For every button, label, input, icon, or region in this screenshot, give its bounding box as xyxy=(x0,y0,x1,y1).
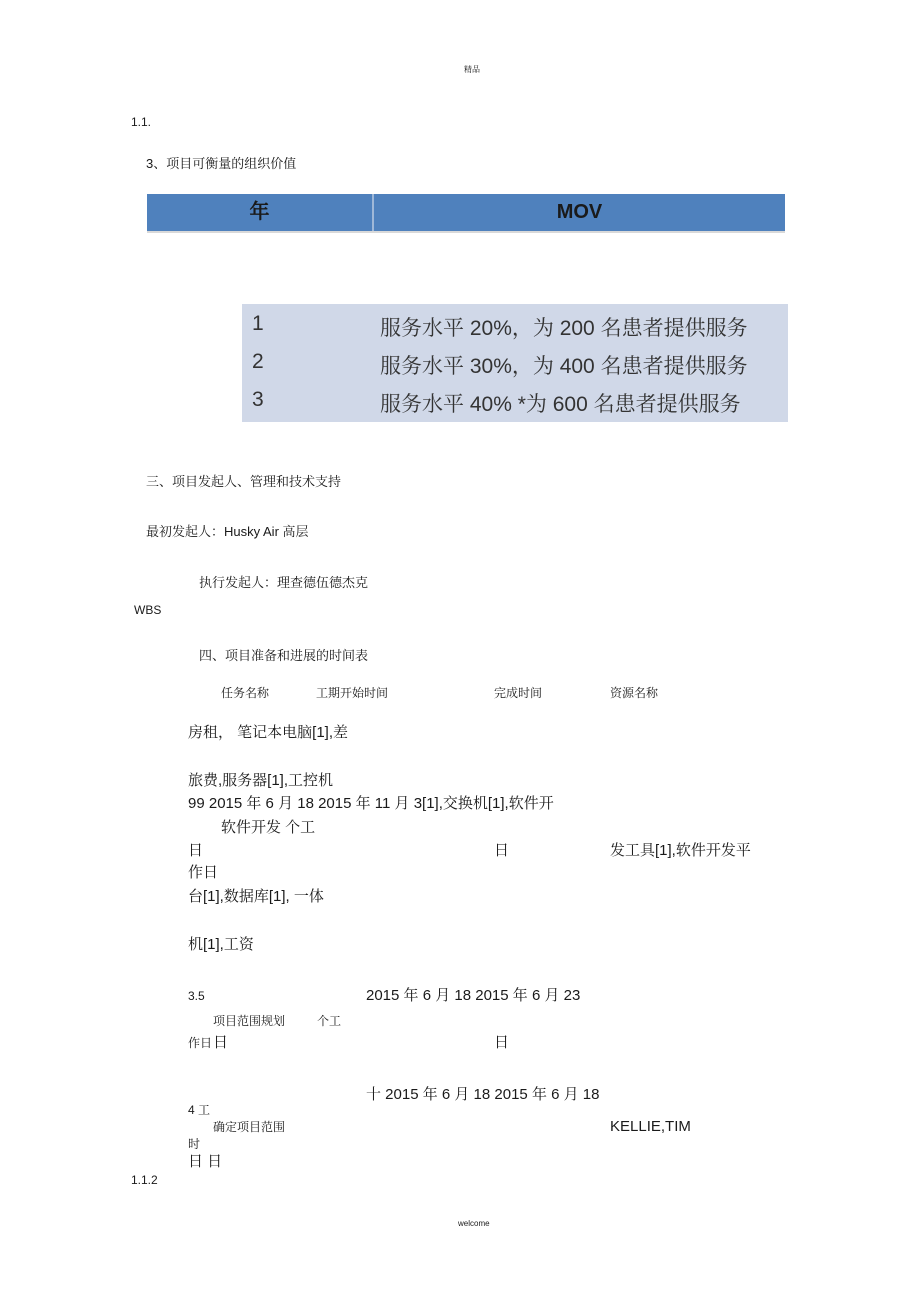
initial-sponsor: 最初发起人：Husky Air 高层 xyxy=(146,524,309,539)
task1-line: 台[1],数据库[1], 一体 xyxy=(188,888,324,905)
task3-days: 日 日 xyxy=(188,1153,223,1170)
col-task-name: 任务名称 xyxy=(221,686,270,700)
task1-line: 旅费,服务器[1],工控机 xyxy=(188,772,334,789)
task2-unit2: 作日 xyxy=(188,1036,213,1050)
section-number-1-1-2: 1.1.2 xyxy=(131,1173,158,1187)
mov-table-header xyxy=(147,194,785,233)
task2-dates: 2015 年 6 月 18 2015 年 6 月 23 xyxy=(366,987,581,1004)
task3-unit: 时 xyxy=(188,1137,201,1151)
task2-name: 项目范围规划 xyxy=(213,1014,286,1028)
task3-dates: 十 2015 年 6 月 18 2015 年 6 月 18 xyxy=(366,1086,600,1103)
mov-row-value: 服务水平 20%，为 200 名患者提供服务 xyxy=(380,317,748,340)
task1-line: 99 2015 年 6 月 18 2015 年 11 月 3[1],交换机[1],软件开 xyxy=(188,795,554,812)
mov-row xyxy=(242,304,788,342)
mov-row-year: 3 xyxy=(252,388,264,411)
mov-row-value: 服务水平 40% *为 600 名患者提供服务 xyxy=(380,393,741,416)
col-finish-time: 完成时间 xyxy=(494,686,543,700)
task1-line: 软件开发 个工 xyxy=(221,819,316,836)
task2-finish-day: 日 xyxy=(494,1034,510,1051)
task3-resource: KELLIE,TIM xyxy=(610,1118,691,1135)
footer-note: welcome xyxy=(458,1219,490,1228)
task1-line: 房租， 笔记本电脑[1],差 xyxy=(188,724,349,741)
mov-table-body xyxy=(242,304,788,422)
col-resource-name: 资源名称 xyxy=(610,686,659,700)
mov-row-year: 2 xyxy=(252,350,264,373)
mov-row-value: 服务水平 30%，为 400 名患者提供服务 xyxy=(380,355,748,378)
task1-line: 作日 xyxy=(188,864,219,881)
mov-heading: 3、项目可衡量的组织价值 xyxy=(146,156,297,171)
task1-resource-line: 发工具[1],软件开发平 xyxy=(610,842,751,859)
task2-start-day: 日 xyxy=(213,1034,229,1051)
schedule-heading: 四、项目准备和进展的时间表 xyxy=(199,648,369,663)
sponsors-heading: 三、项目发起人、管理和技术支持 xyxy=(146,474,342,489)
task1-finish-day: 日 xyxy=(494,842,510,859)
task2-duration: 3.5 xyxy=(188,989,205,1003)
mov-col-mov: MOV xyxy=(556,201,603,223)
mov-col-year: 年 xyxy=(249,201,270,223)
executive-sponsor: 执行发起人：理查德伍德杰克 xyxy=(199,575,369,590)
mov-row-year: 1 xyxy=(252,312,264,335)
task1-line: 机[1],工资 xyxy=(188,936,254,953)
wbs-label: WBS xyxy=(134,603,162,617)
mov-row xyxy=(242,380,788,418)
task3-duration: 4 工 xyxy=(188,1103,211,1117)
section-number: 1.1. xyxy=(131,115,152,129)
header-note: 精品 xyxy=(464,65,480,74)
task2-unit: 个工 xyxy=(317,1014,342,1028)
mov-row xyxy=(242,342,788,380)
col-start-time: 工期开始时间 xyxy=(316,686,389,700)
task3-name: 确定项目范围 xyxy=(213,1120,286,1134)
task1-start-day: 日 xyxy=(188,842,204,859)
